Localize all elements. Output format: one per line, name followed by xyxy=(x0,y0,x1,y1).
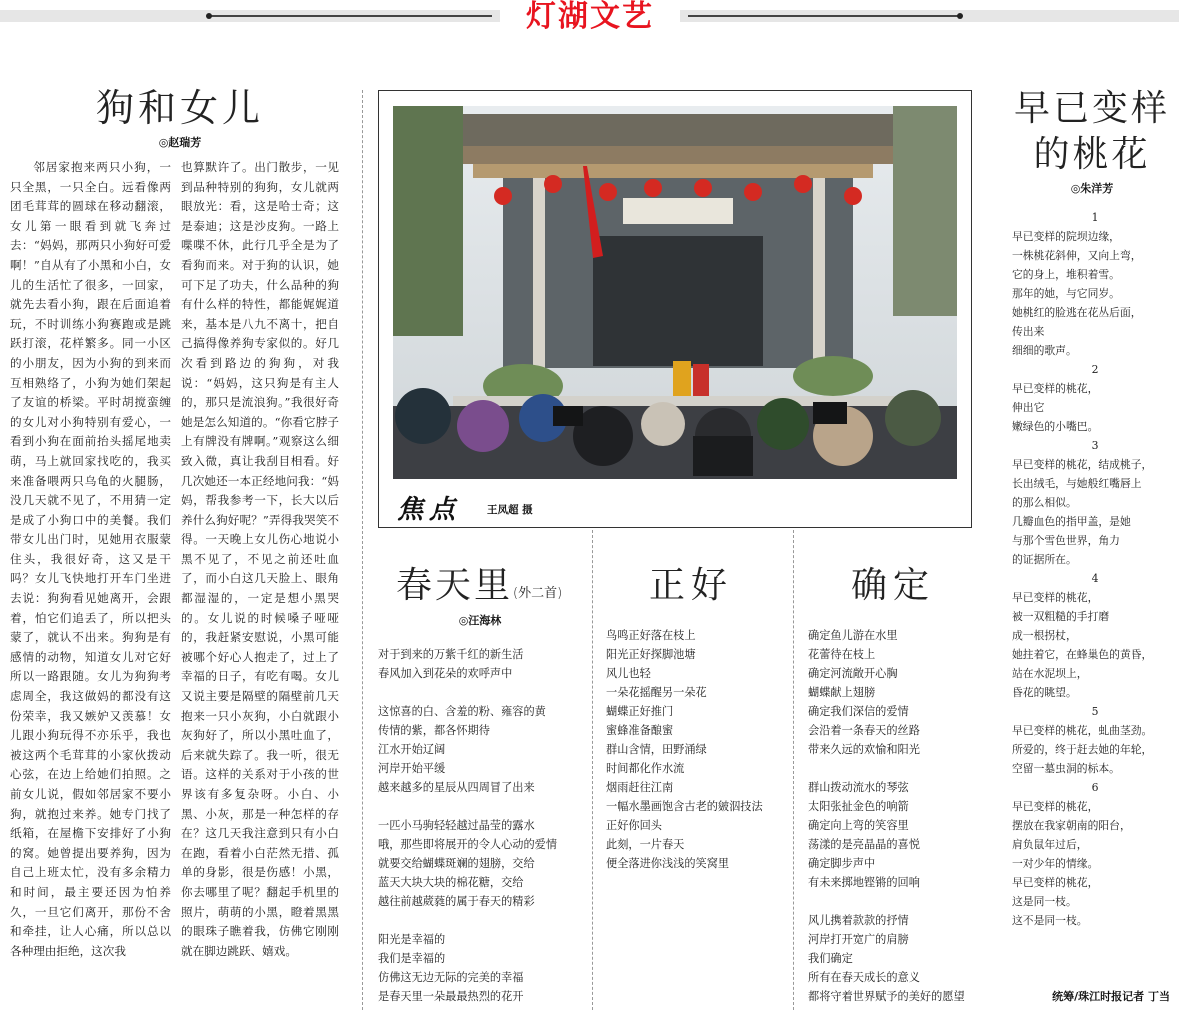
article-byline: ◎赵瑞芳 xyxy=(158,136,202,149)
poem-line: 它的身上，堆积着雪。 xyxy=(1012,268,1120,281)
poem-line: 烟雨赶往江南 xyxy=(606,781,674,794)
poem-line: 站在水泥坝上， xyxy=(1012,667,1088,680)
poem-line: 仿佛这无边无际的完美的幸福 xyxy=(378,971,524,984)
article-column-1 xyxy=(10,158,171,961)
poem-line: 一朵花摇醒另一朵花 xyxy=(606,686,707,699)
header-thin-rule-right xyxy=(688,15,960,17)
poem-line: 几瓣血色的指甲盖，是她 xyxy=(1012,515,1131,528)
poem-line: 那年的她，与它同岁。 xyxy=(1012,287,1120,300)
header-dot-right xyxy=(957,13,963,19)
poem-line: 早已变样的院坝边缘， xyxy=(1012,230,1120,243)
article-paragraph: 邻居家抱来两只小狗，一只全黑，一只全白。远看像两团毛茸茸的圆球在移动翻滚，女儿第一眼看到就飞奔过去：“妈妈，那两只小狗好可爱啊！”自从有了小黑和小白，女儿的生活忙了很多，一回家，就先去看小狗，跟在后面追着玩，不时训练小狗赛跑或是跳跃打滚，花样繁多。同一小区的小朋友，因为小狗的到来而互相熟络了，小狗为她们架起了友谊的桥梁。平时胡搅蛮缠的女儿对小狗特别有爱心，一看到小狗在面前抬头摇尾地卖萌，马上就回家找吃的，我买来准备喂两只乌龟的火腿肠，没几天就不见了，不用猜一定是成了小狗口中的美餐。我们带女儿出门时，见她用衣服蒙住头，我很好奇，这又是干吗？女儿飞快地打开车门坐进去说：狗狗看见她离开，会跟着，怕它们追丢了，所以把头蒙了，就认不出来。狗狗是有感情的动物，知道女儿对它好所以一路跟随。女儿为狗狗考虑周全，我这做妈的都没有这份荣幸，我又嫉妒又羡慕！女儿跟小狗玩得不亦乐乎，我也被这两个毛茸茸的小家伙拨动心弦，在边上给她们拍照。之前女儿说，假如邻居家不要小狗，就抱过来养。她专门找了纸箱，在屋檐下安排好了小狗的窝。她曾提出要养狗，因为自己上班太忙，没有多余精力和时间，最主要还因为怕养久，一旦它们离开，那份不舍和牵挂，让人心痛，所以总以各种理由拒绝，这次我 xyxy=(10,160,171,958)
poem-line: 与那个雪色世界，角力 xyxy=(1012,534,1120,547)
poem-line: 群山拨动流水的琴弦 xyxy=(808,781,909,794)
poem-line: 风儿携着款款的抒情 xyxy=(808,914,909,927)
poem-line: 群山含情，田野涌绿 xyxy=(606,743,707,756)
poem-line: 鸟鸣正好落在枝上 xyxy=(606,629,696,642)
poem-line: 空留一墓虫洞的标本。 xyxy=(1012,762,1120,775)
poem-line: 带来久远的欢愉和阳光 xyxy=(808,743,920,756)
poem-title: 春天里 xyxy=(396,565,514,606)
poem-line: 一株桃花斜伸，又向上弯， xyxy=(1012,249,1142,262)
poem-line: 这惊喜的白、含羞的粉、雍容的黄 xyxy=(378,705,546,718)
poem-line: 早已变样的桃花，结成桃子， xyxy=(1012,458,1153,471)
poem-line: 蓝天大块大块的棉花糖，交给 xyxy=(378,876,524,889)
poem-line: 越来越多的星辰从四周冒了出来 xyxy=(378,781,535,794)
poem-line: 传情的紫，都各怀期待 xyxy=(378,724,490,737)
poem-line: 风儿也轻 xyxy=(606,667,651,680)
article-byline: ◎朱洋芳 xyxy=(1070,182,1114,195)
poem-line: 就要交给蝴蝶斑斓的翅膀，交给 xyxy=(378,857,535,870)
poem-line: 的证据所在。 xyxy=(1012,553,1077,566)
section-number: 2 xyxy=(1091,363,1099,376)
poem-line: 蝴蝶正好推门 xyxy=(606,705,674,718)
poem-line: 河岸开始平缓 xyxy=(378,762,446,775)
poem-line: 所爱的，终于赶去她的年轮， xyxy=(1012,743,1153,756)
poem-line: 确定鱼儿游在水里 xyxy=(808,629,898,642)
poem-line: 昏花的眺望。 xyxy=(1012,686,1077,699)
poem-line: 越往前越葳蕤的属于春天的精彩 xyxy=(378,895,535,908)
poem-line: 确定向上弯的笑容里 xyxy=(808,819,909,832)
photo-credit: 王凤超 摄 xyxy=(487,504,533,516)
poem-line: 都将守着世界赋予的美好的愿望 xyxy=(808,990,965,1003)
section-number: 4 xyxy=(1091,572,1099,585)
poem-line: 早已变样的桃花， xyxy=(1012,876,1099,889)
poem-line: 早已变样的桃花， xyxy=(1012,800,1099,813)
poem-line: 我们是幸福的 xyxy=(378,952,446,965)
poem-title-line-2: 的桃花 xyxy=(1033,134,1151,175)
poem-line: 时间都化作水流 xyxy=(606,762,685,775)
poem-line: 蜜蜂准备酿蜜 xyxy=(606,724,674,737)
poem-line: 细细的歌声。 xyxy=(1012,344,1077,357)
poem-line: 确定我们深信的爱情 xyxy=(808,705,909,718)
header-thin-rule-left xyxy=(208,15,492,17)
poem-title-suffix: (外二首) xyxy=(513,586,563,601)
poem-line: 伸出它 xyxy=(1012,401,1045,414)
poem-line: 长出绒毛，与她般红嘴唇上 xyxy=(1012,477,1142,490)
poem-title-line-1: 早已变样 xyxy=(1013,88,1170,129)
poem-line: 确定脚步声中 xyxy=(808,857,876,870)
poem-line: 太阳张扯金色的响箭 xyxy=(808,800,909,813)
section-number: 6 xyxy=(1091,781,1099,794)
poem-line: 早已变样的桃花， xyxy=(1012,382,1099,395)
poem-line: 荡漾的是亮晶晶的喜悦 xyxy=(808,838,920,851)
header-dot-left xyxy=(206,13,212,19)
poem-line: 嫩绿色的小嘴巴。 xyxy=(1012,420,1099,433)
poem-line: 花蕾待在枝上 xyxy=(808,648,876,661)
poem-line: 便全落进你浅浅的笑窝里 xyxy=(606,857,730,870)
poem-line: 此刻，一片春天 xyxy=(606,838,685,851)
poem-line: 成一根拐杖， xyxy=(1012,629,1077,642)
poem-line: 正好你回头 xyxy=(606,819,662,832)
poem-line: 有未来掷地铿锵的回响 xyxy=(808,876,920,889)
poem-line: 所有在春天成长的意义 xyxy=(808,971,920,984)
poem-line: 哦，那些即将展开的令人心动的爱情 xyxy=(378,838,558,851)
poem-line: 会沿着一条春天的丝路 xyxy=(808,724,920,737)
article-column-2 xyxy=(181,158,339,961)
poem-line: 江水开始辽阔 xyxy=(378,743,446,756)
poem-title-just-right: 正好 xyxy=(648,565,733,606)
poem-line: 被一双粗糙的手打磨 xyxy=(1012,610,1110,623)
poem-line: 传出来 xyxy=(1012,325,1045,338)
poem-line: 我们确定 xyxy=(808,952,853,965)
photo-frame xyxy=(378,90,972,528)
poem-certain-body xyxy=(808,626,994,1006)
section-number: 5 xyxy=(1091,705,1099,718)
poem-line: 她拄着它，在蜂巢色的黄昏， xyxy=(1012,648,1153,661)
poem-spring-body xyxy=(378,645,584,1006)
poem-line: 春风加入到花朵的欢呼声中 xyxy=(378,667,513,680)
poem-line: 阳光正好探脚池塘 xyxy=(606,648,696,661)
column-divider xyxy=(793,530,794,1010)
poem-line: 这不是同一枝。 xyxy=(1012,914,1088,927)
poem-peach-blossom-body xyxy=(1012,208,1178,930)
section-title: 灯湖文艺 xyxy=(526,0,654,34)
poem-line: 她桃红的脸逃在花丛后面， xyxy=(1012,306,1142,319)
article-title-spring xyxy=(380,563,580,617)
photo-temple-opera-crowd xyxy=(393,106,957,479)
editor-credit: 统筹/珠江时报记者 丁当 xyxy=(1052,990,1170,1003)
poem-line: 早已变样的桃花，虬曲茎劲。 xyxy=(1012,724,1153,737)
poem-line: 河岸打开宽广的肩膀 xyxy=(808,933,909,946)
photo-illustration xyxy=(393,106,957,479)
section-number: 1 xyxy=(1091,211,1099,224)
section-number: 3 xyxy=(1091,439,1099,452)
poem-line: 是春天里一朵最最热烈的花开 xyxy=(378,990,524,1003)
article-title-dog-and-daughter: 狗和女儿 xyxy=(95,86,264,130)
poem-title-peach-blossom xyxy=(1005,86,1179,178)
article-byline: ◎汪海林 xyxy=(458,614,502,627)
poem-line: 确定河流敞开心胸 xyxy=(808,667,898,680)
poem-line: 一幅水墨画饱含古老的皴泅技法 xyxy=(606,800,763,813)
poem-line: 对于到来的万紫千红的新生活 xyxy=(378,648,524,661)
poem-line: 肩负鼠年过后， xyxy=(1012,838,1088,851)
poem-line: 蝴蝶献上翅膀 xyxy=(808,686,876,699)
poem-line: 一匹小马驹轻轻越过晶莹的露水 xyxy=(378,819,535,832)
column-divider xyxy=(362,90,363,1010)
poem-just-right-body xyxy=(606,626,792,873)
poem-title-certain: 确定 xyxy=(850,565,935,606)
article-paragraph-continued: 也算默许了。出门散步，一见到品种特别的狗狗，女儿就两眼放光：看，这是哈士奇；这是泰迪；这是沙皮狗。一路上喋喋不休，此行几乎全是为了看狗而来。对于狗的认识，她可下足了功夫，什么品种的狗有什么样的特性，都能娓娓道来，基本是八九不离十，把自己搞得像养狗专家似的。好几次看到路边的狗狗，对我说：“妈妈，这只狗是有主人的，那只是流浪狗。”我很好奇她是怎么知道的。“你看它脖子上有牌没有牌啊。”观察这么细致入微，真让我刮目相看。好几次她还一本正经地问我：“妈妈，帮我参考一下，长大以后养什么狗好呢？”弄得我哭笑不得。一天晚上女儿伤心地说小黑不见了，不见之前还吐血了，而小白这几天脸上、眼角都湿湿的，一定是想小黑哭的。女儿说的时候嗓子哑哑的，我赶紧安慰说，小黑可能被哪个好心人抱走了，过上了幸福的日子，有吃有喝。女儿又说主要是隔壁的隔壁前几天抱来一只小灰狗，小白就跟小灰狗好了，所以小黑吐血了，后来就失踪了。我一听，很无语。这样的关系对于小孩的世界该有多复杂呀。小白、小黑、小灰，那是一种怎样的存在？这几天我注意到只有小白在跑，看着小白茫然无措、孤单的身影，很是伤感！小黑，你去哪里了呢？翻起手机里的照片，萌萌的小黑，瞪着黑黑的眼珠子瞧着我，仿佛它刚刚就在脚边跳跃、嬉戏。 xyxy=(181,160,339,958)
poem-line: 早已变样的桃花， xyxy=(1012,591,1099,604)
photo-section-label: 焦点 xyxy=(397,495,462,525)
poem-line: 这是同一枝。 xyxy=(1012,895,1077,908)
poem-line: 的那么相似。 xyxy=(1012,496,1077,509)
column-divider xyxy=(592,530,593,1010)
poem-line: 摆放在我家朝南的阳台， xyxy=(1012,819,1131,832)
poem-line: 一对少年的情缘。 xyxy=(1012,857,1099,870)
poem-line: 阳光是幸福的 xyxy=(378,933,446,946)
